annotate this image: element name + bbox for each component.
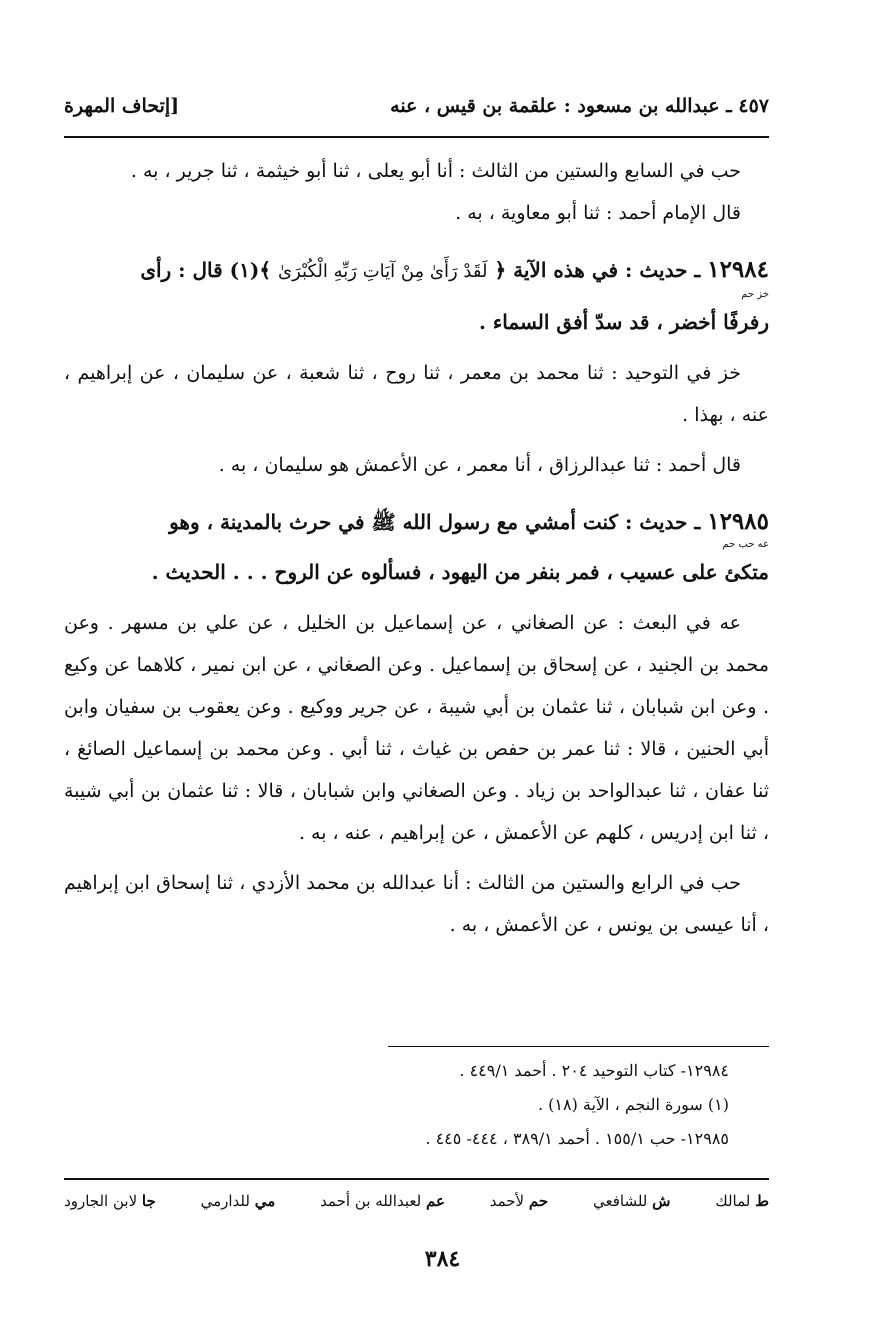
hadith-text-tail: ﴾(١) قال : رأى [140, 258, 272, 282]
paragraph-1: حب في السابع والستين من الثالث : أنا أبو يعلى ، ثنا أبو خيثمة ، ثنا جرير ، به . [130, 160, 741, 182]
hadith-number: ١٢٩٨٥ [707, 508, 769, 535]
legend-item: ط لمالك [715, 1192, 769, 1210]
hadith-12984 [64, 248, 769, 344]
header-rule [64, 136, 769, 138]
quran-ayah: لَقَدْ رَأَىٰ مِنْ آيَاتِ رَبِّهِ الْكُبْرَىٰ [278, 261, 488, 282]
source-sigla: خز حم [741, 289, 769, 300]
paragraph-5: عه في البعث : عن الصغاني ، عن إسماعيل بن الخليل ، عن علي بن مسهر . وعن محمد بن الجنيد ، عن إسحاق بن إسماعيل . وعن الصغاني ، عن ابن نمير ، كلاهما عن وكيع . وعن ابن شبابان ، ثنا عثمان بن أبي شيبة ، عن جرير ووكيع . وعن يعقوب بن سفيان وابن أبي الحنين ، قالا : ثنا عمر بن حفص بن غياث ، ثنا أبي . وعن محمد بن إسماعيل الصائغ ، ثنا عفان ، ثنا عبدالواحد بن زياد . وعن الصغاني وابن شبابان ، قالا : ثنا عثمان بن أبي شيبة ، ثنا ابن إدريس ، كلهم عن الأعمش ، عن إبراهيم ، عنه ، به . [64, 612, 769, 844]
footnote-2: (١) سورة النجم ، الآية (١٨) . [537, 1095, 729, 1114]
legend-item: مي للدارمي [200, 1192, 276, 1210]
legend-item: حم لأحمد [489, 1192, 549, 1210]
legend-rule [64, 1178, 769, 1180]
footnote-3: ١٢٩٨٥- حب ١٥٥/١ . أحمد ٣٨٩/١ ، ٤٤٤- ٤٤٥ . [425, 1129, 729, 1148]
source-sigla: عه حب حم [722, 539, 769, 550]
hadith-12985 [64, 500, 769, 594]
page-header [64, 86, 769, 126]
hadith-number: ١٢٩٨٤ [707, 256, 769, 283]
legend-item: ش للشافعي [592, 1192, 671, 1210]
main-text [64, 150, 769, 946]
paragraph-6: حب في الرابع والستين من الثالث : أنا عبدالله بن محمد الأزدي ، ثنا إسحاق ابن إبراهيم ، أنا عيسى بن يونس ، عن الأعمش ، به . [64, 872, 769, 936]
footnote-1: ١٢٩٨٤- كتاب التوحيد ٢٠٤ . أحمد ٤٤٩/١ . [459, 1061, 729, 1080]
hadith-text-line2: متكئ على عسيب ، فمر بنفر من اليهود ، فسألوه عن الروح . . . الحديث . [151, 560, 769, 584]
sigla-legend [64, 1192, 769, 1210]
legend-item: جا لابن الجارود [64, 1192, 156, 1210]
page-number: ٣٨٤ [424, 1246, 461, 1272]
legend-item: عم لعبدالله بن أحمد [320, 1192, 445, 1210]
hadith-text-line2: رفرفًا أخضر ، قد سدّ أفق السماء . [478, 310, 769, 334]
paragraph-4: قال أحمد : ثنا عبدالرزاق ، أنا معمر ، عن الأعمش هو سليمان ، به . [218, 454, 741, 476]
paragraph-3: خز في التوحيد : ثنا محمد بن معمر ، ثنا روح ، ثنا شعبة ، عن سليمان ، عن إبراهيم ، عنه ، بهذا . [64, 362, 769, 426]
book-title: [إتحاف المهرة [64, 95, 180, 117]
footnotes [64, 1054, 769, 1156]
hadith-label: ـ حديث : في هذه الآية ﴿ [494, 258, 701, 282]
running-title: ٤٥٧ ـ عبدالله بن مسعود : علقمة بن قيس ، عنه [390, 95, 769, 117]
paragraph-2: قال الإمام أحمد : ثنا أبو معاوية ، به . [455, 202, 741, 224]
footnote-rule [388, 1046, 769, 1047]
hadith-text-line1: ـ حديث : كنت أمشي مع رسول الله ﷺ في حرث بالمدينة ، وهو [169, 510, 701, 534]
